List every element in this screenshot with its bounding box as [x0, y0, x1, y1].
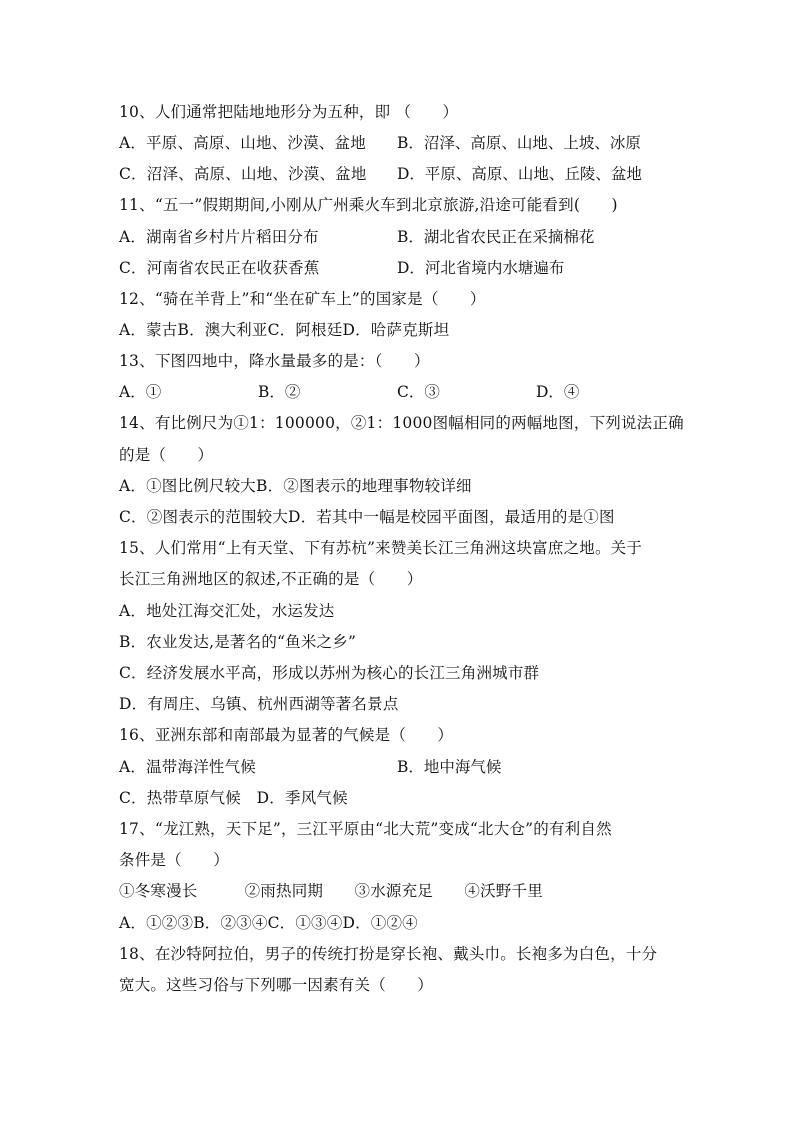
q15-option-c: C．经济发展水平高，形成以苏州为核心的长江三角洲城市群 [119, 664, 540, 682]
q17-stem-line2: 条件是（ ） [119, 851, 229, 869]
q15-stem-line2: 长江三角洲地区的叙述,不正确的是（ ） [119, 570, 423, 588]
q16-option-b: B．地中海气候 [397, 758, 502, 776]
q11-option-c: C．河南省农民正在收获香蕉 [119, 259, 320, 277]
q16-stem: 16、亚洲东部和南部最为显著的气候是（ ） [119, 726, 454, 744]
q13-stem: 13、下图四地中，降水量最多的是：（ ） [119, 352, 430, 370]
q15-option-a: A．地处江海交汇处，水运发达 [119, 602, 335, 620]
q15-option-d: D．有周庄、乌镇、杭州西湖等著名景点 [119, 695, 399, 713]
q14-stem-line2: 的是（ ） [119, 446, 214, 464]
q11-option-a: A．湖南省乡村片片稻田分布 [119, 228, 319, 246]
q10-option-d: D．平原、高原、山地、丘陵、盆地 [397, 165, 642, 183]
q13-option-c: C．③ [397, 383, 440, 401]
q17-items: ①冬寒漫长 ②雨热同期 ③水源充足 ④沃野千里 [119, 882, 543, 900]
q14-options-cd: C．②图表示的范围较大D．若其中一幅是校园平面图，最适用的是①图 [119, 508, 615, 526]
q17-stem-line1: 17、“龙江熟，天下足”，三江平原由“北大荒”变成“北大仓”的有利自然 [119, 820, 612, 838]
q16-option-a: A．温带海洋性气候 [119, 758, 256, 776]
q11-stem: 11、“五一”假期期间,小刚从广州乘火车到北京旅游,沿途可能看到( ) [119, 196, 618, 214]
q12-options: A．蒙古B．澳大利亚C．阿根廷D．哈萨克斯坦 [119, 321, 450, 339]
q10-option-b: B．沼泽、高原、山地、上坡、冰原 [397, 134, 641, 152]
q10-option-c: C．沼泽、高原、山地、沙漠、盆地 [119, 165, 367, 183]
q10-stem: 10、人们通常把陆地地形分为五种，即 （ ） [119, 103, 459, 121]
q11-option-d: D．河北省境内水塘遍布 [397, 259, 565, 277]
q10-option-a: A．平原、高原、山地、沙漠、盆地 [119, 134, 366, 152]
q11-option-b: B．湖北省农民正在采摘棉花 [397, 228, 595, 246]
q14-stem-line1: 14、有比例尺为①1：100000，②1：1000图幅相同的两幅地图，下列说法正确 [119, 414, 684, 432]
q13-option-d: D．④ [536, 383, 580, 401]
q13-option-b: B．② [258, 383, 301, 401]
q15-option-b: B．农业发达,是著名的“鱼米之乡” [119, 633, 357, 651]
q13-option-a: A．① [119, 383, 162, 401]
q18-stem-line2: 宽大。这些习俗与下列哪一因素有关（ ） [119, 976, 434, 994]
q14-options-ab: A．①图比例尺较大B．②图表示的地理事物较详细 [119, 477, 472, 495]
q17-options: A．①②③B．②③④C．①③④D．①②④ [119, 914, 418, 932]
q15-stem-line1: 15、人们常用“上有天堂、下有苏杭”来赞美长江三角洲这块富庶之地。关于 [119, 539, 643, 557]
q12-stem: 12、“骑在羊背上”和“坐在矿车上”的国家是（ ） [119, 290, 486, 308]
q18-stem-line1: 18、在沙特阿拉伯，男子的传统打扮是穿长袍、戴头巾。长袍多为白色，十分 [119, 945, 658, 963]
q16-options-cd: C．热带草原气候 D．季风气候 [119, 789, 348, 807]
